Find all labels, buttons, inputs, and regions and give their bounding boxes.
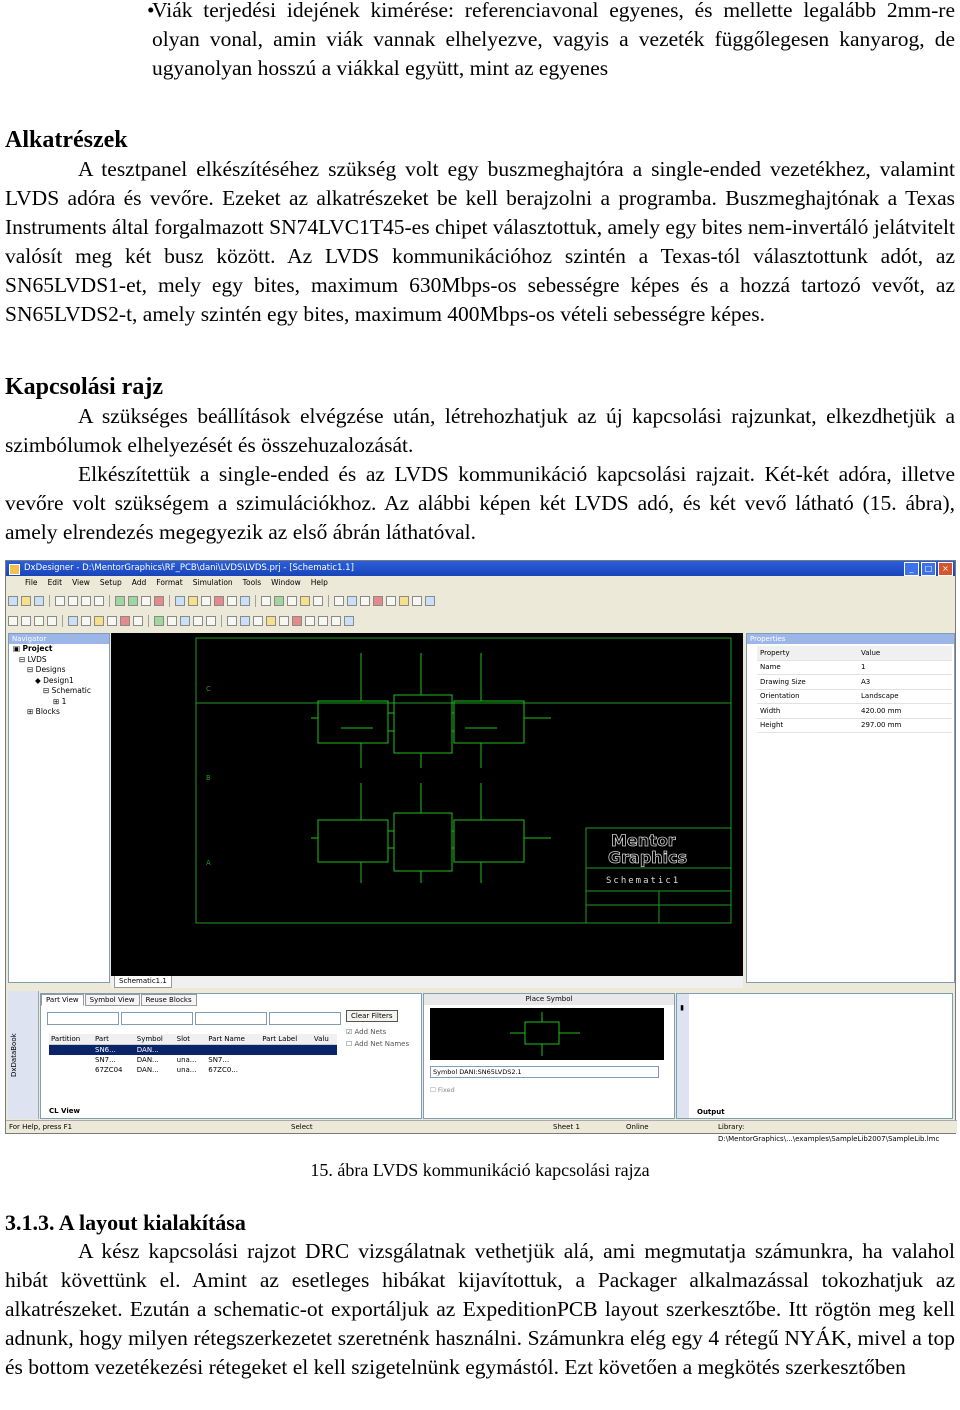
dxdatabook-sidebar[interactable]: DxDataBook xyxy=(8,991,39,1119)
table-row[interactable]: Name 1 xyxy=(757,660,952,675)
menu-tools[interactable]: Tools xyxy=(242,578,262,587)
menu-add[interactable]: Add xyxy=(131,578,147,587)
add-net-names-checkbox[interactable]: ☐ Add Net Names xyxy=(346,1040,410,1048)
lower-circuit xyxy=(311,783,551,883)
tool-icon[interactable] xyxy=(279,616,289,626)
tab-reuse-blocks[interactable]: Reuse Blocks xyxy=(141,994,197,1006)
part-view-panel xyxy=(40,993,422,1119)
tree-item[interactable]: ⊞ Blocks xyxy=(27,707,60,716)
logo-graphics: Graphics xyxy=(608,848,688,867)
add-nets-checkbox[interactable]: ☑ Add Nets xyxy=(346,1028,387,1036)
window-controls xyxy=(904,562,953,576)
place-symbol-title: Place Symbol xyxy=(424,994,674,1005)
close-button[interactable]: × xyxy=(938,562,953,576)
find-icon[interactable] xyxy=(141,596,151,606)
table-row[interactable]: Width 420.00 mm xyxy=(757,704,952,719)
table-row: Partition Part Symbol Slot Part Name Part Label Valu xyxy=(49,1034,337,1045)
tool-icon[interactable] xyxy=(373,596,383,606)
bullet-paragraph: • Viák terjedési idejének kimérése: referenciavonal egyenes, és mellette legalább 2mm-re olyan vonal, amin viák vannak elhelyezve, vagyis a vezeték függőlegesen kanyarog, de ugyanolyan hosszú a viákkal együtt, mint az egyenes xyxy=(152,0,955,83)
logo-mentor: Mentor xyxy=(611,831,676,850)
dxdesigner-screenshot xyxy=(5,560,956,1143)
tool-icon[interactable] xyxy=(188,596,198,606)
status-mode: Select xyxy=(291,1123,313,1131)
tab-schematic[interactable]: Schematic1.1 xyxy=(114,976,172,988)
border-letter-b: B xyxy=(206,774,211,782)
table-row[interactable]: 67ZC04 DAN... una... 67ZC0... xyxy=(95,1066,238,1074)
tree-item[interactable]: ◆ Design1 xyxy=(35,675,74,685)
table-row[interactable]: SN6... DAN... xyxy=(49,1045,337,1056)
schematic-canvas[interactable] xyxy=(111,633,743,976)
tool-icon[interactable] xyxy=(412,596,422,606)
output-panel xyxy=(676,993,953,1119)
filter-field[interactable] xyxy=(121,1012,193,1025)
paste-icon[interactable] xyxy=(94,596,104,606)
zoom-fit-icon[interactable] xyxy=(34,616,44,626)
tool-icon[interactable] xyxy=(107,616,117,626)
tool-icon[interactable] xyxy=(292,616,302,626)
wire-icon[interactable] xyxy=(240,616,250,626)
copy-icon[interactable] xyxy=(81,596,91,606)
tool-icon[interactable] xyxy=(154,616,164,626)
app-icon xyxy=(9,564,20,575)
filter-field[interactable] xyxy=(47,1012,119,1025)
bus-icon[interactable] xyxy=(253,616,263,626)
table-row[interactable]: Drawing Size A3 xyxy=(757,675,952,690)
tree-item[interactable]: ⊟ Schematic xyxy=(43,686,91,695)
fixed-checkbox[interactable]: ☐ Fixed xyxy=(430,1086,455,1094)
maximize-button[interactable]: □ xyxy=(921,562,936,576)
clear-filters-button[interactable]: Clear Filters xyxy=(346,1010,398,1022)
tool-icon[interactable] xyxy=(287,596,297,606)
zoom-in-icon[interactable] xyxy=(8,616,18,626)
paragraph-layout: A kész kapcsolási rajzot DRC vizsgálatnak vethetjük alá, ami megmutatja számunkra, ha valahol hibát követtünk el. Amint az esetleges hibákat kijavítottuk, a Packager alkalmazással tokozhatjuk az alkatrészeket. Ezután a schematic-ot exportáljuk az ExpeditionPCB layout szerkesztőbe. Itt rögtön meg kell adnunk, hogy milyen rétegszerkezetet szeretnénk használni. Számunkra elég egy 4 rétegű NYÁK, mivel a top és bottom vezetékezési rétegeket el kell szigetelnünk egymástól. Ezt követően a megkötés szerkesztőben xyxy=(5,1239,955,1379)
status-library: Library: D:\MentorGraphics\...\examples\SampleLib2007\SampleLib.lmc xyxy=(718,1123,940,1143)
tool-icon[interactable] xyxy=(175,596,185,606)
menu-setup[interactable]: Setup xyxy=(99,578,122,587)
tab-part-view[interactable]: Part View xyxy=(41,994,84,1006)
tree-item[interactable]: ⊟ LVDS xyxy=(19,654,47,664)
place-symbol-panel xyxy=(423,993,675,1119)
title-block-name: Schematic1 xyxy=(606,876,681,886)
symbol-preview-drawing xyxy=(430,1008,664,1060)
schematic-drawing xyxy=(111,633,743,976)
filter-field[interactable] xyxy=(195,1012,267,1025)
table-row: Property Value xyxy=(757,646,952,660)
tool-icon[interactable] xyxy=(300,596,310,606)
tool-icon[interactable] xyxy=(120,616,130,626)
tool-icon[interactable] xyxy=(201,596,211,606)
tool-icon[interactable] xyxy=(133,616,143,626)
tool-icon[interactable] xyxy=(68,616,78,626)
tool-icon[interactable] xyxy=(399,596,409,606)
paragraph-kapcsolasi-1: A szükséges beállítások elvégzése után, létrehozhatjuk az új kapcsolási rajzunkat, elkezdhetjük a szimbólumok elhelyezését és összehuzalozását. xyxy=(5,404,955,457)
menu-help[interactable]: Help xyxy=(310,578,328,587)
border-letter-c: C xyxy=(206,685,211,693)
status-sheet: Sheet 1 xyxy=(553,1123,580,1131)
output-sidebar: ▮ xyxy=(677,994,689,1118)
tool-icon[interactable] xyxy=(360,596,370,606)
tool-icon[interactable] xyxy=(344,616,354,626)
tool-icon[interactable] xyxy=(193,616,203,626)
zoom-area-icon[interactable] xyxy=(47,616,57,626)
properties-title: Properties xyxy=(747,634,954,644)
tool-icon[interactable] xyxy=(214,596,224,606)
tool-icon[interactable] xyxy=(334,596,344,606)
undo-icon[interactable] xyxy=(115,596,125,606)
toolbar-2 xyxy=(8,612,953,629)
tab-cl-view[interactable]: CL View xyxy=(49,1107,80,1115)
save-icon[interactable] xyxy=(34,596,44,606)
tab-output[interactable]: Output xyxy=(697,1108,725,1116)
tool-icon[interactable] xyxy=(227,596,237,606)
properties-table xyxy=(757,646,952,733)
menu-simulation[interactable]: Simulation xyxy=(192,578,233,587)
tool-icon[interactable] xyxy=(318,616,328,626)
upper-circuit xyxy=(311,653,551,768)
tool-icon[interactable] xyxy=(313,596,323,606)
border-letter-a: A xyxy=(206,859,211,867)
menu-view[interactable]: View xyxy=(72,578,90,587)
status-help: For Help, press F1 xyxy=(9,1123,73,1131)
heading-alkatreszek: Alkatrészek xyxy=(5,127,128,153)
delete-icon[interactable] xyxy=(154,596,164,606)
tool-icon[interactable] xyxy=(425,596,435,606)
bottom-panels xyxy=(8,991,953,1119)
navigator-panel xyxy=(8,633,110,983)
tree-item[interactable]: ⊟ Designs xyxy=(27,665,66,674)
menubar xyxy=(6,576,955,589)
tool-icon[interactable] xyxy=(206,616,216,626)
project-tree xyxy=(13,644,91,718)
minimize-button[interactable]: _ xyxy=(904,562,919,576)
menu-edit[interactable]: Edit xyxy=(47,578,63,587)
part-tabs xyxy=(41,994,198,1006)
select-icon[interactable] xyxy=(227,616,237,626)
tree-item[interactable]: ⊞ 1 xyxy=(53,696,67,706)
tool-icon[interactable] xyxy=(331,616,341,626)
table-row[interactable]: SN7... DAN... una... SN7... xyxy=(95,1056,230,1064)
tree-item[interactable]: ▣ Project xyxy=(13,644,53,653)
tool-icon[interactable] xyxy=(81,616,91,626)
table-row[interactable]: Orientation Landscape xyxy=(757,689,952,704)
menu-window[interactable]: Window xyxy=(271,578,301,587)
tool-icon[interactable] xyxy=(274,596,284,606)
paragraph-alkatreszek: A tesztpanel elkészítéséhez szükség volt egy buszmeghajtóra a single-ended vezetékhez, valamint LVDS adóra és vevőre. Ezeket az alkatrészeket be kell berajzolni a programba. Buszmeghajtónak a Texas Instruments által forgalmazott SN74LVC1T45-es chipet választottuk, amely egy bites nem-invertáló jelátvitelt valósít meg két busz között. Az LVDS kommunikációhoz szintén a Texas-tól választottunk adót, az SN65LVDS1-et, mely egy bites, maximum 630Mbps-os sebességre képes és a hozzá tartozó vevőt, az SN65LVDS2-t, amely szintén egy bites, maximum 400Mbps-os vételi sebességre képes. xyxy=(5,157,955,326)
symbol-name-field[interactable]: Symbol DANI:SN65LVDS2.1 xyxy=(430,1066,659,1078)
tool-icon[interactable] xyxy=(261,596,271,606)
window-titlebar xyxy=(6,561,955,576)
table-row[interactable]: Height 297.00 mm xyxy=(757,718,952,733)
tool-icon[interactable] xyxy=(347,596,357,606)
zoom-out-icon[interactable] xyxy=(21,616,31,626)
print-icon[interactable] xyxy=(55,596,65,606)
toolbar-1 xyxy=(8,592,953,609)
filter-field[interactable] xyxy=(269,1012,341,1025)
properties-panel xyxy=(746,633,955,983)
menu-format[interactable]: Format xyxy=(156,578,183,587)
new-icon[interactable] xyxy=(8,596,18,606)
tool-icon[interactable] xyxy=(305,616,315,626)
status-online: Online xyxy=(626,1123,649,1131)
figure-caption: 15. ábra LVDS kommunikáció kapcsolási rajza xyxy=(310,1160,650,1180)
tool-icon[interactable] xyxy=(167,616,177,626)
cut-icon[interactable] xyxy=(68,596,78,606)
menu-file[interactable]: File xyxy=(25,578,38,587)
tool-icon[interactable] xyxy=(266,616,276,626)
redo-icon[interactable] xyxy=(128,596,138,606)
tab-symbol-view[interactable]: Symbol View xyxy=(85,994,140,1006)
tool-icon[interactable] xyxy=(94,616,104,626)
window-title: DxDesigner - D:\MentorGraphics\RF_PCB\dani\LVDS\LVDS.prj - [Schematic1.1] xyxy=(24,563,354,573)
schematic-tabstrip xyxy=(111,976,743,988)
heading-layout: 3.1.3. A layout kialakítása xyxy=(5,1210,246,1235)
paragraph-kapcsolasi-2: Elkészítettük a single-ended és az LVDS kommunikáció kapcsolási rajzait. Két-két adóra, illetve vevőre volt szükségem a szimulációkhoz. Az alábbi képen két LVDS adó, és két vevő látható (15. ábra), amely elrendezés megegyezik az első ábrán láthatóval. xyxy=(5,462,955,544)
tool-icon[interactable] xyxy=(386,596,396,606)
open-icon[interactable] xyxy=(21,596,31,606)
heading-kapcsolasi-rajz: Kapcsolási rajz xyxy=(5,374,163,400)
parts-table xyxy=(49,1034,337,1075)
tool-icon[interactable] xyxy=(180,616,190,626)
navigator-title: Navigator xyxy=(9,634,109,644)
symbol-preview xyxy=(430,1008,664,1060)
status-bar xyxy=(6,1120,957,1143)
tool-icon[interactable] xyxy=(240,596,250,606)
